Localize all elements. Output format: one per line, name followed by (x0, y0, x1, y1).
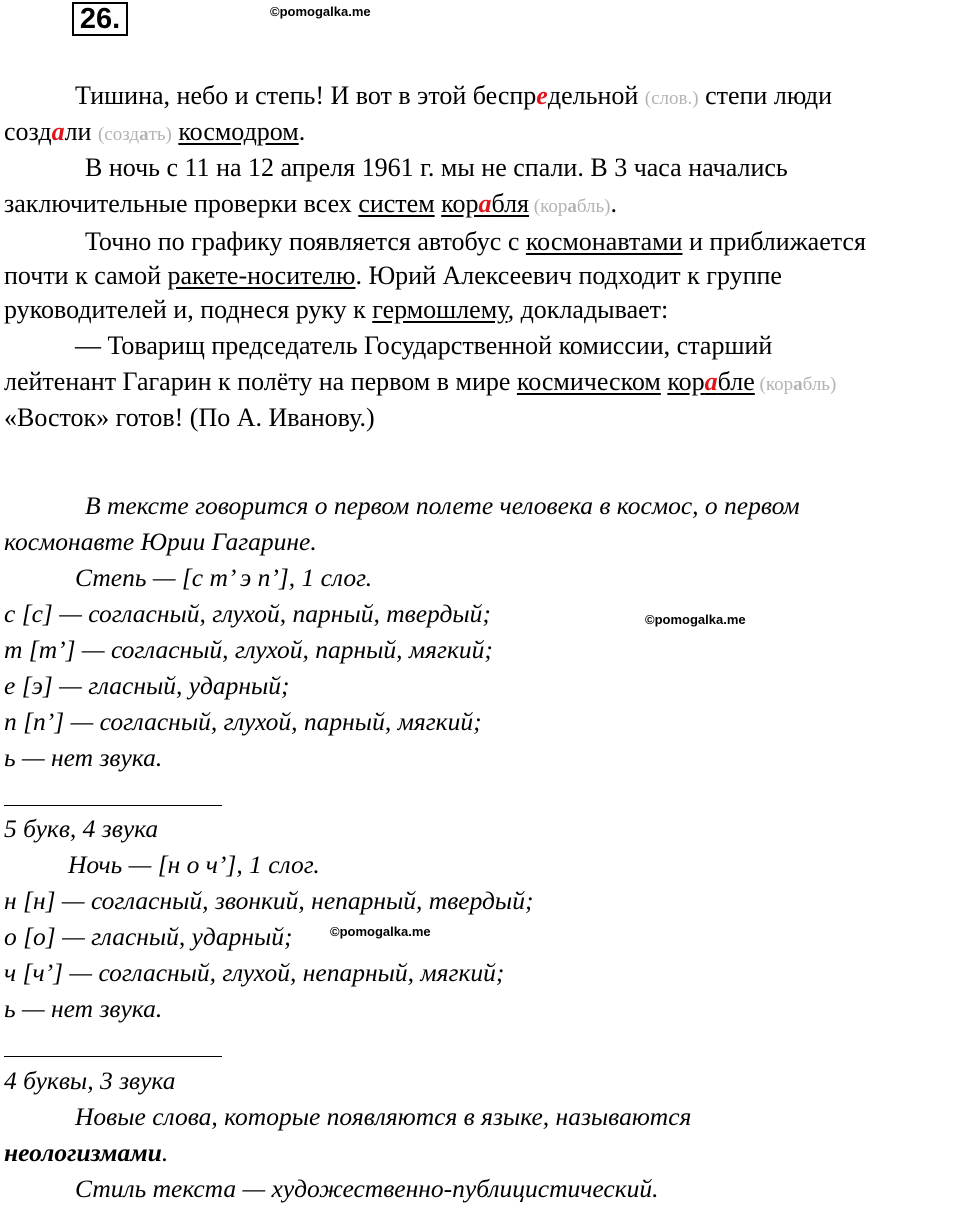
text-segment: В ночь с 11 на 12 апреля 1961 г. мы не спали. В 3 часа начались (85, 153, 788, 182)
divider (4, 805, 222, 806)
text-segment: почти к самой (4, 261, 168, 290)
text-line-5 (85, 224, 866, 260)
text-segment: созд (4, 117, 52, 146)
text-segment: . (298, 117, 306, 146)
text-line-4 (4, 186, 617, 225)
underlined-word: космодром (178, 117, 299, 146)
underlined-word: ракете-носителю (167, 261, 356, 290)
text-segment: кор (667, 367, 705, 396)
sound-line: е [э] — гласный, ударный; (4, 671, 290, 700)
neologism-term: неологизмами (4, 1138, 162, 1167)
watermark: ©pomogalka.me (645, 612, 746, 627)
text-segment: — Товарищ председатель Государственной комиссии, старший (75, 331, 773, 360)
check-word: (созд (97, 124, 140, 145)
text-line-8 (75, 328, 772, 364)
sound-line: н [н] — согласный, звонкий, непарный, твердый; (4, 886, 534, 915)
letter-sound-count: 4 буквы, 3 звука (4, 1066, 176, 1095)
text-line-7 (4, 292, 668, 328)
check-word: ть) (148, 124, 172, 145)
text-segment: «Восток» готов! (По А. Иванову.) (4, 403, 375, 432)
text-segment: степи люди (698, 81, 833, 110)
text-segment: дельной (547, 81, 645, 110)
sound-line: с [с] — согласный, глухой, парный, твердый; (4, 599, 491, 628)
text-segment: бля (491, 189, 529, 218)
exercise-number: 26. (72, 2, 128, 36)
underlined-word: космонавтами (525, 227, 683, 256)
watermark: ©pomogalka.me (270, 4, 371, 19)
text-line-2 (4, 114, 305, 153)
highlighted-letter: а (51, 117, 65, 146)
underlined-word (441, 189, 529, 218)
text-segment: руководителей и, поднеся руку к (4, 295, 373, 324)
text-segment: , докладывает: (507, 295, 669, 324)
underlined-word: космическом (516, 367, 661, 396)
sound-line: п [п’] — согласный, глухой, парный, мягкий; (4, 707, 482, 736)
underlined-word (667, 367, 754, 396)
highlighted-letter: е (536, 81, 548, 110)
letter-sound-count: 5 букв, 4 звука (4, 814, 159, 843)
watermark: ©pomogalka.me (330, 924, 431, 939)
text-line-3 (85, 150, 788, 186)
underlined-word: гермошлему (372, 295, 508, 324)
text-segment: Точно по графику появляется автобус с (85, 227, 526, 256)
text-line-9 (4, 364, 836, 403)
dictionary-note: (слов.) (644, 88, 699, 109)
check-letter: а (793, 374, 803, 395)
highlighted-letter: а (478, 189, 492, 218)
style-line: Стиль текста — художественно-публицистический. (75, 1174, 659, 1203)
check-word: бль) (802, 374, 837, 395)
text-segment: ли (64, 117, 98, 146)
sound-line: ь — нет звука. (4, 994, 163, 1023)
text-segment: лейтенант Гагарин к полёту на первом в мире (4, 367, 517, 396)
text-segment: и приближается (682, 227, 866, 256)
sound-line: ь — нет звука. (4, 743, 163, 772)
check-letter: а (139, 124, 149, 145)
sound-line: о [о] — гласный, ударный; (4, 922, 293, 951)
text-segment: бле (717, 367, 755, 396)
analysis-line: космонавте Юрии Гагарине. (4, 527, 317, 556)
sound-line: ч [ч’] — согласный, глухой, непарный, мягкий; (4, 958, 505, 987)
underlined-word: систем (358, 189, 435, 218)
word-analysis-heading: Ночь — [н о ч’], 1 слог. (68, 850, 320, 879)
highlighted-letter: а (704, 367, 718, 396)
text-segment: заключительные проверки всех (4, 189, 359, 218)
check-word: бль) (576, 196, 611, 217)
text-line-1 (75, 78, 832, 117)
neologism-line: Новые слова, которые появляются в языке, называются (75, 1102, 692, 1131)
analysis-line: В тексте говорится о первом полете человека в космос, о первом (85, 491, 800, 520)
sound-line: т [т’] — согласный, глухой, парный, мягкий; (4, 635, 493, 664)
text-segment: . Юрий Алексеевич подходит к группе (355, 261, 782, 290)
text-segment: . (610, 189, 618, 218)
text-line-6 (4, 258, 782, 294)
text-segment: . (161, 1138, 169, 1167)
check-word: (кор (754, 374, 794, 395)
text-line-10 (4, 400, 375, 436)
word-analysis-heading: Степь — [с т’ э п’], 1 слог. (75, 563, 373, 592)
neologism-term-line (4, 1135, 168, 1171)
text-segment: Тишина, небо и степь! И вот в этой беспр (75, 81, 537, 110)
text-segment: кор (441, 189, 479, 218)
check-letter: а (567, 196, 577, 217)
divider (4, 1056, 222, 1057)
check-word: (кор (529, 196, 568, 217)
